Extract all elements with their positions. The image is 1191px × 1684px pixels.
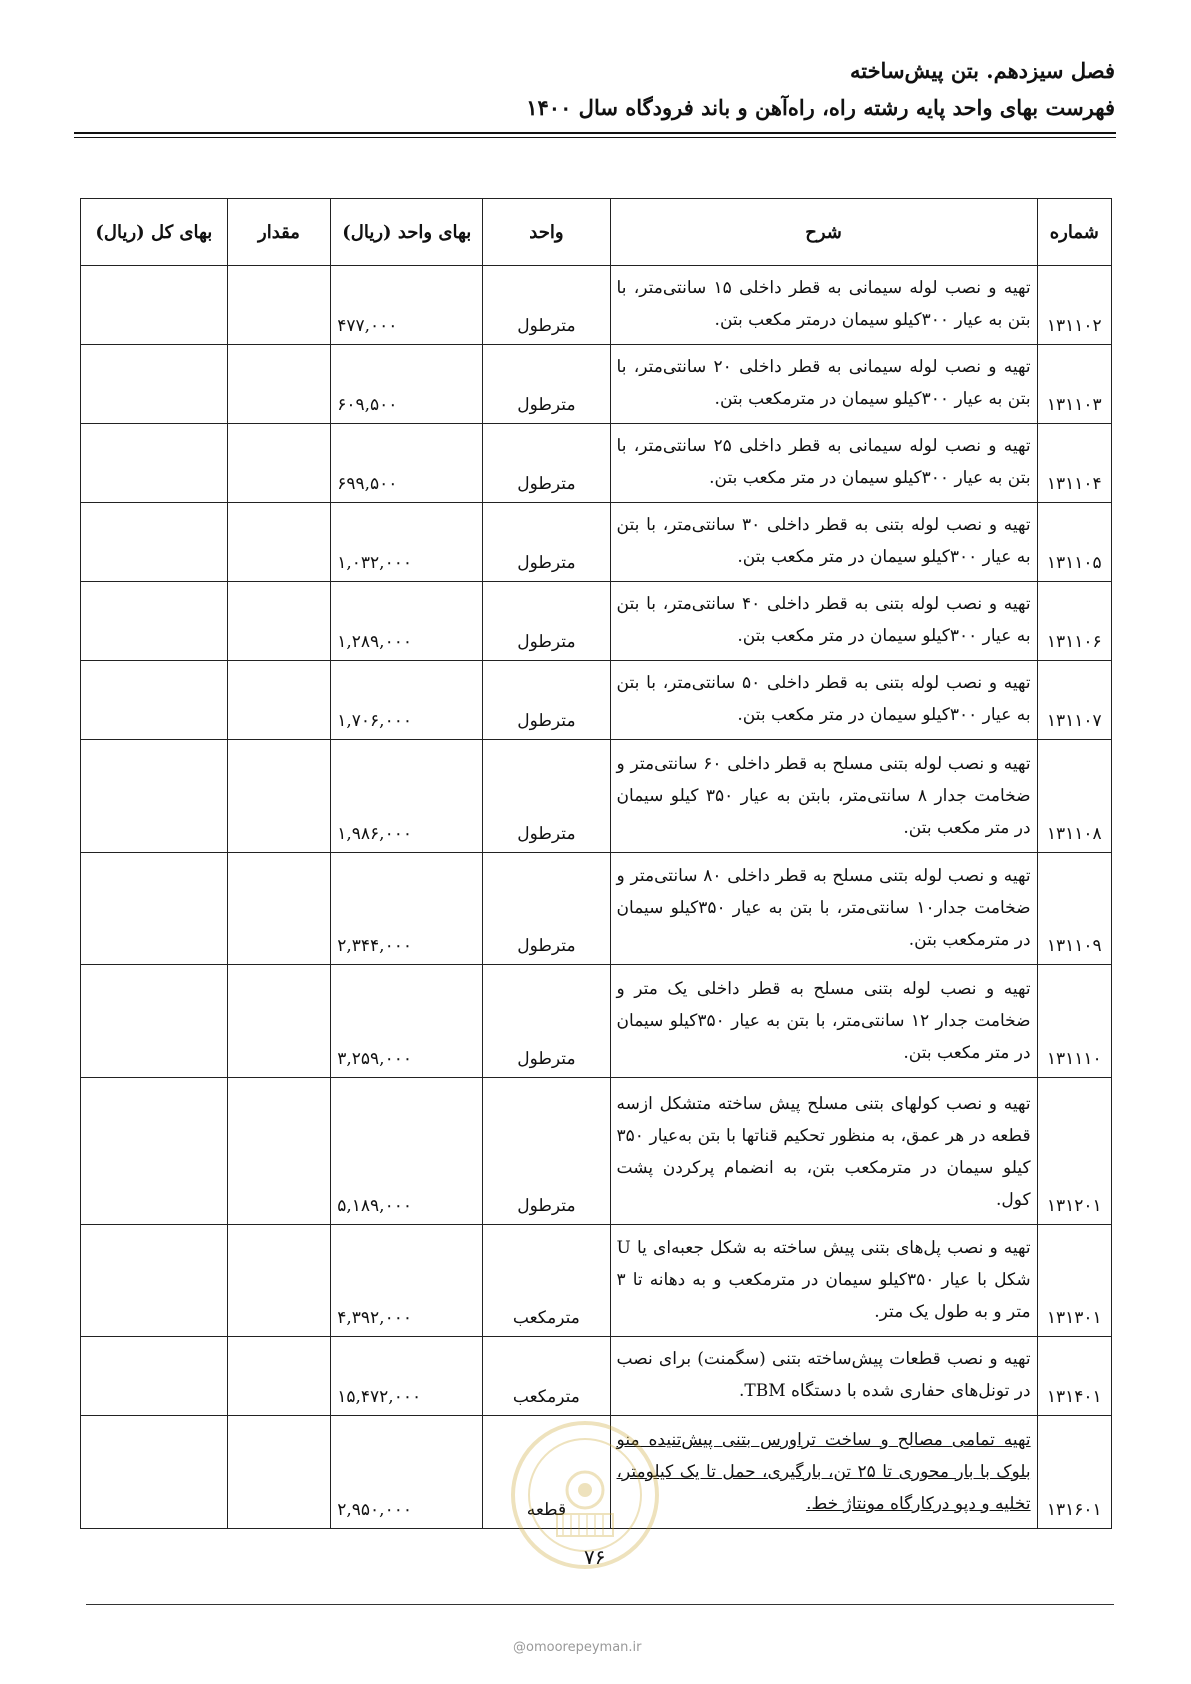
item-unit-price: ۳,۲۵۹,۰۰۰ [331,965,483,1078]
table-header-row [81,199,1112,266]
item-description: تهیه و نصب کولهای بتنی مسلح پیش ساخته متشکل ازسه قطعه در هر عمق، به منظور تحکیم قناتها با بتن به‌عیار ۳۵۰ کیلو سیمان در مترمکعب بتن، به انضمام پرکردن پشت کول. [610,1078,1037,1224]
item-description: تهیه و نصب لوله سیمانی به قطر داخلی ۲۰ سانتی‌متر، با بتن به عیار ۳۰۰کیلو سیمان در مترمکعب بتن. [610,345,1037,424]
header-rule-thin [74,137,1116,138]
item-number: ۱۳۱۱۰۴ [1037,424,1111,503]
item-number: ۱۳۱۶۰۱ [1037,1416,1111,1529]
item-total-price [81,661,228,740]
item-total-price [81,1337,228,1416]
item-number: ۱۳۱۱۰۸ [1037,740,1111,853]
item-description: تهیه و نصب لوله بتنی به قطر داخلی ۳۰ سانتی‌متر، با بتن به عیار ۳۰۰کیلو سیمان در متر مکعب بتن. [610,503,1037,582]
item-quantity [227,266,331,345]
item-description: تهیه و نصب لوله سیمانی به قطر داخلی ۱۵ سانتی‌متر، با بتن به عیار ۳۰۰کیلو سیمان درمتر مکعب بتن. [610,266,1037,345]
column-header-quantity: مقدار [227,199,331,266]
item-unit-price: ۶۹۹,۵۰۰ [331,424,483,503]
price-list-table [80,198,1112,1529]
item-unit: مترطول [483,740,610,853]
table-row [81,266,1112,345]
table-row [81,965,1112,1078]
item-total-price [81,424,228,503]
column-header-description: شرح [610,199,1037,266]
item-total-price [81,1078,228,1224]
item-quantity [227,661,331,740]
column-header-total-price: بهای کل (ریال) [81,199,228,266]
item-unit-price: ۴,۳۹۲,۰۰۰ [331,1224,483,1337]
item-unit-price: ۴۷۷,۰۰۰ [331,266,483,345]
item-unit: مترطول [483,582,610,661]
table-row [81,661,1112,740]
header-rule-thick [74,132,1116,134]
item-unit-price: ۱۵,۴۷۲,۰۰۰ [331,1337,483,1416]
item-number: ۱۳۱۲۰۱ [1037,1078,1111,1224]
table-row [81,852,1112,965]
item-unit: مترطول [483,266,610,345]
item-total-price [81,852,228,965]
item-number: ۱۳۱۱۰۷ [1037,661,1111,740]
item-unit-price: ۲,۳۴۴,۰۰۰ [331,852,483,965]
item-quantity [227,1416,331,1529]
item-unit: مترطول [483,661,610,740]
item-unit: مترمکعب [483,1337,610,1416]
item-total-price [81,965,228,1078]
column-header-unit: واحد [483,199,610,266]
table-row [81,740,1112,853]
item-quantity [227,503,331,582]
item-description: تهیه و نصب قطعات پیش‌ساخته بتنی (سگمنت) برای نصب در تونل‌های حفاری شده با دستگاه TBM. [610,1337,1037,1416]
item-description: تهیه و نصب لوله بتنی به قطر داخلی ۴۰ سانتی‌متر، با بتن به عیار ۳۰۰کیلو سیمان در متر مکعب بتن. [610,582,1037,661]
column-header-unit-price: بهای واحد (ریال) [331,199,483,266]
item-total-price [81,1416,228,1529]
item-quantity [227,1078,331,1224]
item-unit: مترطول [483,503,610,582]
item-description: تهیه تمامی مصالح و ساخت تراورس بتنی پیش‌تنیده منو بلوک با بار محوری تا ۲۵ تن، بارگیری، حمل تا یک کیلومتر، تخلیه و دپو درکارگاه مونتاژ خط. [610,1416,1037,1529]
item-number: ۱۳۱۱۱۰ [1037,965,1111,1078]
item-unit-price: ۱,۹۸۶,۰۰۰ [331,740,483,853]
table-row [81,424,1112,503]
table-row [81,345,1112,424]
table-row [81,582,1112,661]
item-quantity [227,582,331,661]
item-unit-price: ۱,۰۳۲,۰۰۰ [331,503,483,582]
item-unit: مترطول [483,852,610,965]
column-header-number: شماره [1037,199,1111,266]
item-total-price [81,740,228,853]
item-unit-price: ۵,۱۸۹,۰۰۰ [331,1078,483,1224]
item-number: ۱۳۱۱۰۳ [1037,345,1111,424]
item-unit: قطعه [483,1416,610,1529]
item-number: ۱۳۱۱۰۵ [1037,503,1111,582]
item-number: ۱۳۱۴۰۱ [1037,1337,1111,1416]
item-total-price [81,1224,228,1337]
table-row [81,1337,1112,1416]
item-quantity [227,965,331,1078]
item-number: ۱۳۱۳۰۱ [1037,1224,1111,1337]
table-row [81,503,1112,582]
item-description: تهیه و نصب پل‌های بتنی پیش ساخته به شکل جعبه‌ای یا U شکل با عیار ۳۵۰کیلو سیمان در مترمکعب و به دهانه تا ۳ متر و به طول یک متر. [610,1224,1037,1337]
item-unit: مترطول [483,965,610,1078]
item-number: ۱۳۱۱۰۹ [1037,852,1111,965]
item-total-price [81,345,228,424]
item-number: ۱۳۱۱۰۶ [1037,582,1111,661]
item-quantity [227,852,331,965]
table-row [81,1078,1112,1224]
item-number: ۱۳۱۱۰۲ [1037,266,1111,345]
item-quantity [227,345,331,424]
item-description: تهیه و نصب لوله سیمانی به قطر داخلی ۲۵ سانتی‌متر، با بتن به عیار ۳۰۰کیلو سیمان در متر مکعب بتن. [610,424,1037,503]
item-quantity [227,1337,331,1416]
item-total-price [81,266,228,345]
item-unit: مترطول [483,424,610,503]
item-unit-price: ۶۰۹,۵۰۰ [331,345,483,424]
website-watermark: @omoorepeyman.ir [513,1640,642,1655]
table-row [81,1224,1112,1337]
item-description: تهیه و نصب لوله بتنی مسلح به قطر داخلی ۶۰ سانتی‌متر و ضخامت جدار ۸ سانتی‌متر، بابتن به عیار ۳۵۰ کیلو سیمان در متر مکعب بتن. [610,740,1037,853]
item-unit: مترمکعب [483,1224,610,1337]
item-unit: مترطول [483,1078,610,1224]
document-subtitle: فهرست بهای واحد پایه رشته راه، راه‌آهن و باند فرودگاه سال ۱۴۰۰ [526,95,1115,120]
item-unit: مترطول [483,345,610,424]
item-quantity [227,1224,331,1337]
item-description: تهیه و نصب لوله بتنی مسلح به قطر داخلی ۸۰ سانتی‌متر و ضخامت جدار۱۰ سانتی‌متر، با بتن به عیار ۳۵۰کیلو سیمان در مترمکعب بتن. [610,852,1037,965]
item-unit-price: ۲,۹۵۰,۰۰۰ [331,1416,483,1529]
item-description: تهیه و نصب لوله بتنی مسلح به قطر داخلی یک متر و ضخامت جدار ۱۲ سانتی‌متر، با بتن به عیار ۳۵۰کیلو سیمان در متر مکعب بتن. [610,965,1037,1078]
item-quantity [227,740,331,853]
footer-rule [86,1604,1114,1605]
item-description: تهیه و نصب لوله بتنی به قطر داخلی ۵۰ سانتی‌متر، با بتن به عیار ۳۰۰کیلو سیمان در متر مکعب بتن. [610,661,1037,740]
item-quantity [227,424,331,503]
item-unit-price: ۱,۷۰۶,۰۰۰ [331,661,483,740]
chapter-title: فصل سیزدهم. بتن پیش‌ساخته [849,58,1115,83]
item-unit-price: ۱,۲۸۹,۰۰۰ [331,582,483,661]
item-total-price [81,503,228,582]
item-total-price [81,582,228,661]
page-number: ۷۶ [584,1545,606,1569]
